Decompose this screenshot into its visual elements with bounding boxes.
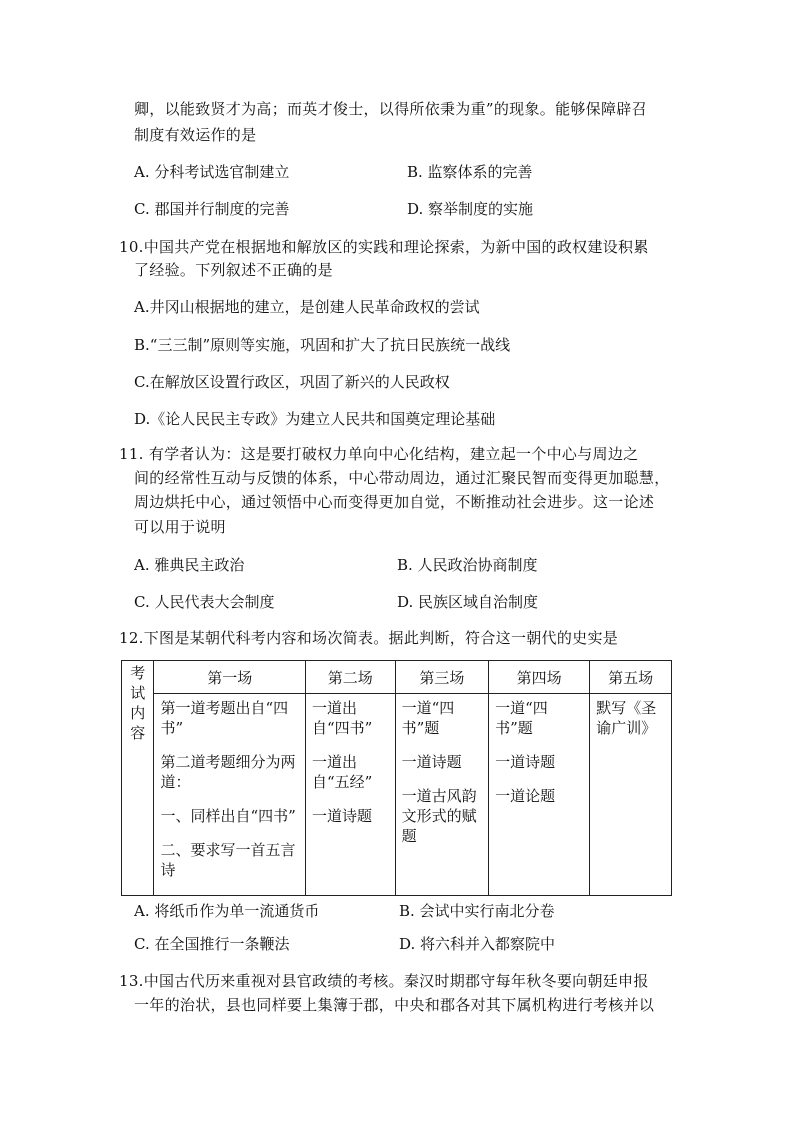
cell-text: 一道出自“五经”	[311, 753, 373, 791]
column-header: 第五场	[590, 661, 672, 694]
column-header: 第四场	[489, 661, 590, 694]
q10-option-d: D.《论人民民主专政》为建立人民共和国奠定理论基础	[134, 410, 496, 428]
table-header-row	[122, 661, 672, 694]
cell-text: 一、同样出自“四书”	[160, 807, 296, 825]
q11-option-d: D. 民族区域自治制度	[397, 593, 539, 611]
table-cell	[590, 694, 672, 896]
table-cell	[154, 694, 305, 896]
q10-stem-line-1: 10.中国共产党在根据地和解放区的实践和理论探索，为新中国的政权建设积累	[119, 238, 649, 256]
q12-stem-line-1: 12.下图是某朝代科考内容和场次简表。据此判断，符合这一朝代的史实是	[119, 629, 619, 647]
cell-text: 二、要求写一首五言诗	[160, 841, 296, 879]
row-header-char: 内	[130, 704, 146, 722]
q13-stem-line-1: 13.中国古代历来重视对县官政绩的考核。秦汉时期郡守每年秋冬要向朝廷申报	[119, 972, 649, 990]
q12-option-d: D. 将六科并入都察院中	[399, 935, 556, 953]
q10-option-a: A.井冈山根据地的建立，是创建人民革命政权的尝试	[134, 298, 480, 316]
q11-stem-line-4: 可以用于说明	[134, 518, 226, 536]
row-header-char: 容	[130, 724, 146, 742]
column-header: 第一场	[154, 661, 305, 694]
q10-option-b: B.“三三制”原则等实施，巩固和扩大了抗日民族统一战线	[134, 336, 511, 354]
cell-text: 第二道考题细分为两道：	[160, 753, 296, 791]
cell-text: 一道古风韵文形式的赋题	[401, 787, 477, 845]
q9-option-b: B. 监察体系的完善	[407, 163, 533, 181]
row-header-char: 考	[130, 664, 146, 682]
row-header-char: 试	[130, 684, 146, 702]
q9-stem-line-1: 卿，以能致贤才为高；而英才俊士，以得所依秉为重”的现象。能够保障辟召	[134, 100, 647, 118]
q9-option-d: D. 察举制度的实施	[407, 200, 534, 218]
q11-option-a: A. 雅典民主政治	[134, 556, 245, 574]
table-cell	[395, 694, 489, 896]
cell-text: 一道“四书”题	[401, 699, 455, 737]
column-header: 第三场	[395, 661, 489, 694]
q9-option-a: A. 分科考试选官制建立	[134, 163, 290, 181]
q9-stem-line-2: 制度有效运作的是	[134, 126, 257, 144]
q9-option-c: C. 郡国并行制度的完善	[134, 200, 290, 218]
q12-option-b: B. 会试中实行南北分卷	[399, 902, 555, 920]
table-cell	[305, 694, 395, 896]
q11-option-b: B. 人民政治协商制度	[397, 556, 538, 574]
column-header: 第二场	[305, 661, 395, 694]
cell-text: 一道“四书”题	[495, 699, 548, 737]
q10-stem-line-2: 了经验。下列叙述不正确的是	[134, 261, 333, 279]
cell-text: 一道出自“四书”	[311, 699, 373, 737]
q10-option-c: C.在解放区设置行政区，巩固了新兴的人民政权	[134, 373, 450, 391]
cell-text: 一道论题	[495, 787, 556, 805]
cell-text: 一道诗题	[311, 807, 372, 825]
q11-option-c: C. 人民代表大会制度	[134, 593, 275, 611]
table-cell	[489, 694, 590, 896]
q12-option-c: C. 在全国推行一条鞭法	[134, 935, 290, 953]
cell-text: 默写《圣谕广训》	[596, 699, 657, 737]
cell-text: 一道诗题	[495, 753, 556, 771]
q13-stem-line-2: 一年的治状，县也同样要上集簿于郡，中央和郡各对其下属机构进行考核并以	[134, 996, 655, 1014]
cell-text: 一道诗题	[401, 753, 462, 771]
exam-schedule-table	[121, 660, 672, 896]
table-row	[122, 694, 672, 896]
q12-option-a: A. 将纸币作为单一流通货币	[134, 902, 320, 920]
q11-stem-line-1: 11. 有学者认为：这是要打破权力单向中心化结构，建立起一个中心与周边之	[119, 445, 639, 463]
cell-text: 第一道考题出自“四书”	[160, 699, 289, 737]
row-header-cell	[122, 661, 154, 896]
q11-stem-line-2: 间的经常性互动与反馈的体系，中心带动周边，通过汇聚民智而变得更加聪慧，	[134, 469, 670, 487]
q11-stem-line-3: 周边烘托中心，通过领悟中心而变得更加自觉，不断推动社会进步。这一论述	[134, 493, 655, 511]
